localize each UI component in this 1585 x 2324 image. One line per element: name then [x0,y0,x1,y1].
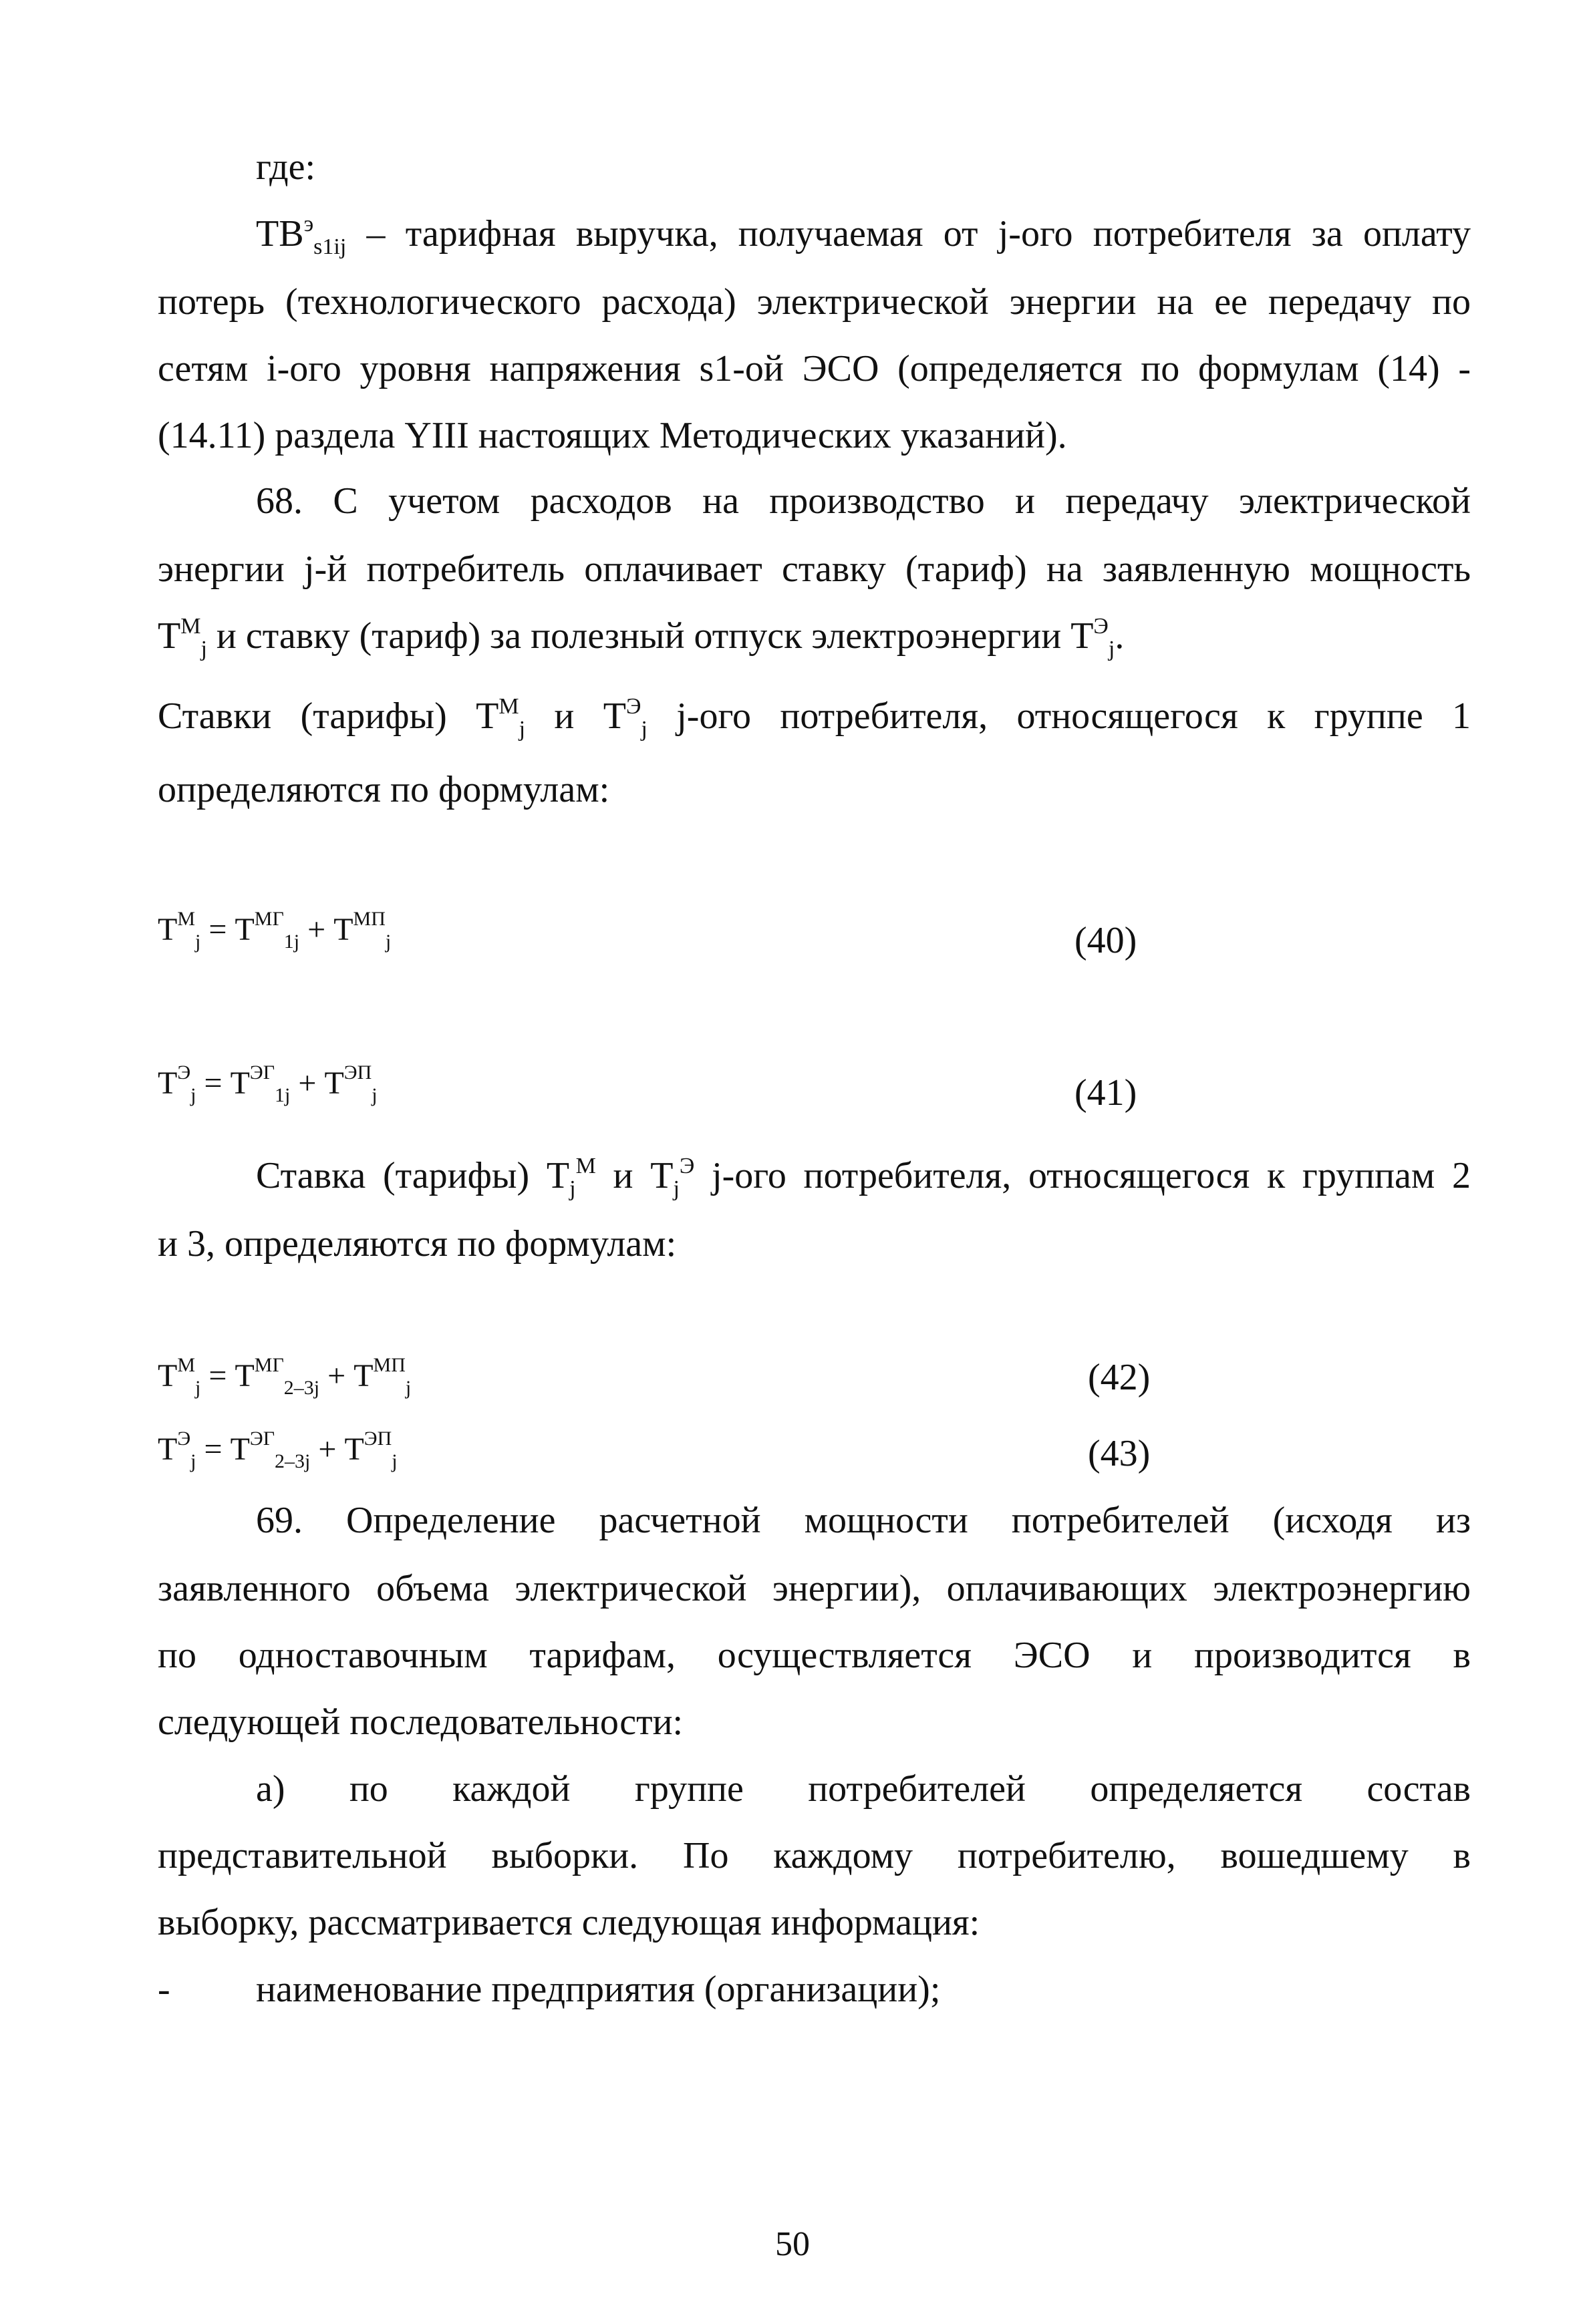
tv-definition-line-1: $ТВ^э_{s1ij}$ – тарифная выручка, получаемая от j-ого потребителя за оплату [256,212,1471,259]
para-69-line-2: заявленного объема электрической энергии), оплачивающих электроэнергию [158,1568,1471,1609]
where-label: где: [256,146,316,188]
te-symbol: $Т^Э_j$ [603,694,647,741]
te-symbol: $Т^Э_j$ [1070,614,1115,661]
tv-definition-line-3: сетям i-ого уровня напряжения s1-ой ЭСО (определяется по формулам (14) - [158,348,1471,389]
group23-line-1: Ставка (тарифы) $Т_j^М$ и $Т_j^Э$ j-ого потребителя, относящегося к группам 2 [256,1154,1471,1201]
formula-40: $Т^М_j = Т^{МГ}_{1j} + Т^{МП}_j$ [158,908,392,953]
group23-line-2: и 3, определяются по формулам: [158,1223,677,1265]
te-symbol: $Т_j^Э$ [650,1154,695,1201]
equation-number-41: (41) [1074,1072,1137,1114]
equation-number-40: (40) [1074,920,1137,961]
formula-43: $Т^Э_j = Т^{ЭГ}_{2-3j} + Т^{ЭП}_j$ [158,1428,398,1472]
para-68-line-2: энергии j-й потребитель оплачивает ставку (тариф) на заявленную мощность [158,548,1471,590]
tm-symbol: $Т_j^М$ [546,1154,596,1201]
para-69-line-3: по одноставочным тарифам, осуществляется ЭСО и производится в [158,1635,1471,1676]
page-number: 50 [775,2225,810,2263]
para-68-line-3: $Т^М_j$ и ставку (тариф) за полезный отпуск электроэнергии $Т^Э_j$. [158,614,1125,661]
formula-41: $Т^Э_j = Т^{ЭГ}_{1j} + Т^{ЭП}_j$ [158,1061,378,1106]
tm-symbol: $Т^М_j$ [476,694,526,741]
para-69-line-4: следующей последовательности: [158,1701,684,1743]
equation-number-43: (43) [1088,1433,1151,1474]
equation-number-42: (42) [1088,1357,1151,1398]
tv-definition-line-2: потерь (технологического расхода) электрической энергии на ее передачу по [158,281,1471,323]
tv-definition-line-4: (14.11) раздела YIII настоящих Методических указаний). [158,415,1067,456]
bullet-dash: - [158,1969,170,2010]
para-69-line-1: 69. Определение расчетной мощности потребителей (исходя из [256,1500,1471,1541]
bullet-item-1: наименование предприятия (организации); [256,1969,941,2010]
group1-line-1: Ставки (тарифы) $Т^М_j$ и $Т^Э_j$ j-ого потребителя, относящегося к группе 1 [158,694,1471,741]
tv-symbol: $ТВ^э_{s1ij}$ [256,212,347,259]
item-a-line-3: выборку, рассматривается следующая информация: [158,1902,980,1943]
item-a-line-2: представительной выборки. По каждому потребителю, вошедшему в [158,1835,1471,1876]
group1-line-2: определяются по формулам: [158,769,610,810]
item-a-line-1: а) по каждой группе потребителей определяется состав [256,1768,1471,1810]
formula-42: $Т^М_j = Т^{МГ}_{2-3j} + Т^{МП}_j$ [158,1354,412,1399]
tm-symbol: $Т^М_j$ [158,614,207,661]
para-68-line-1: 68. С учетом расходов на производство и передачу электрической [256,480,1471,522]
